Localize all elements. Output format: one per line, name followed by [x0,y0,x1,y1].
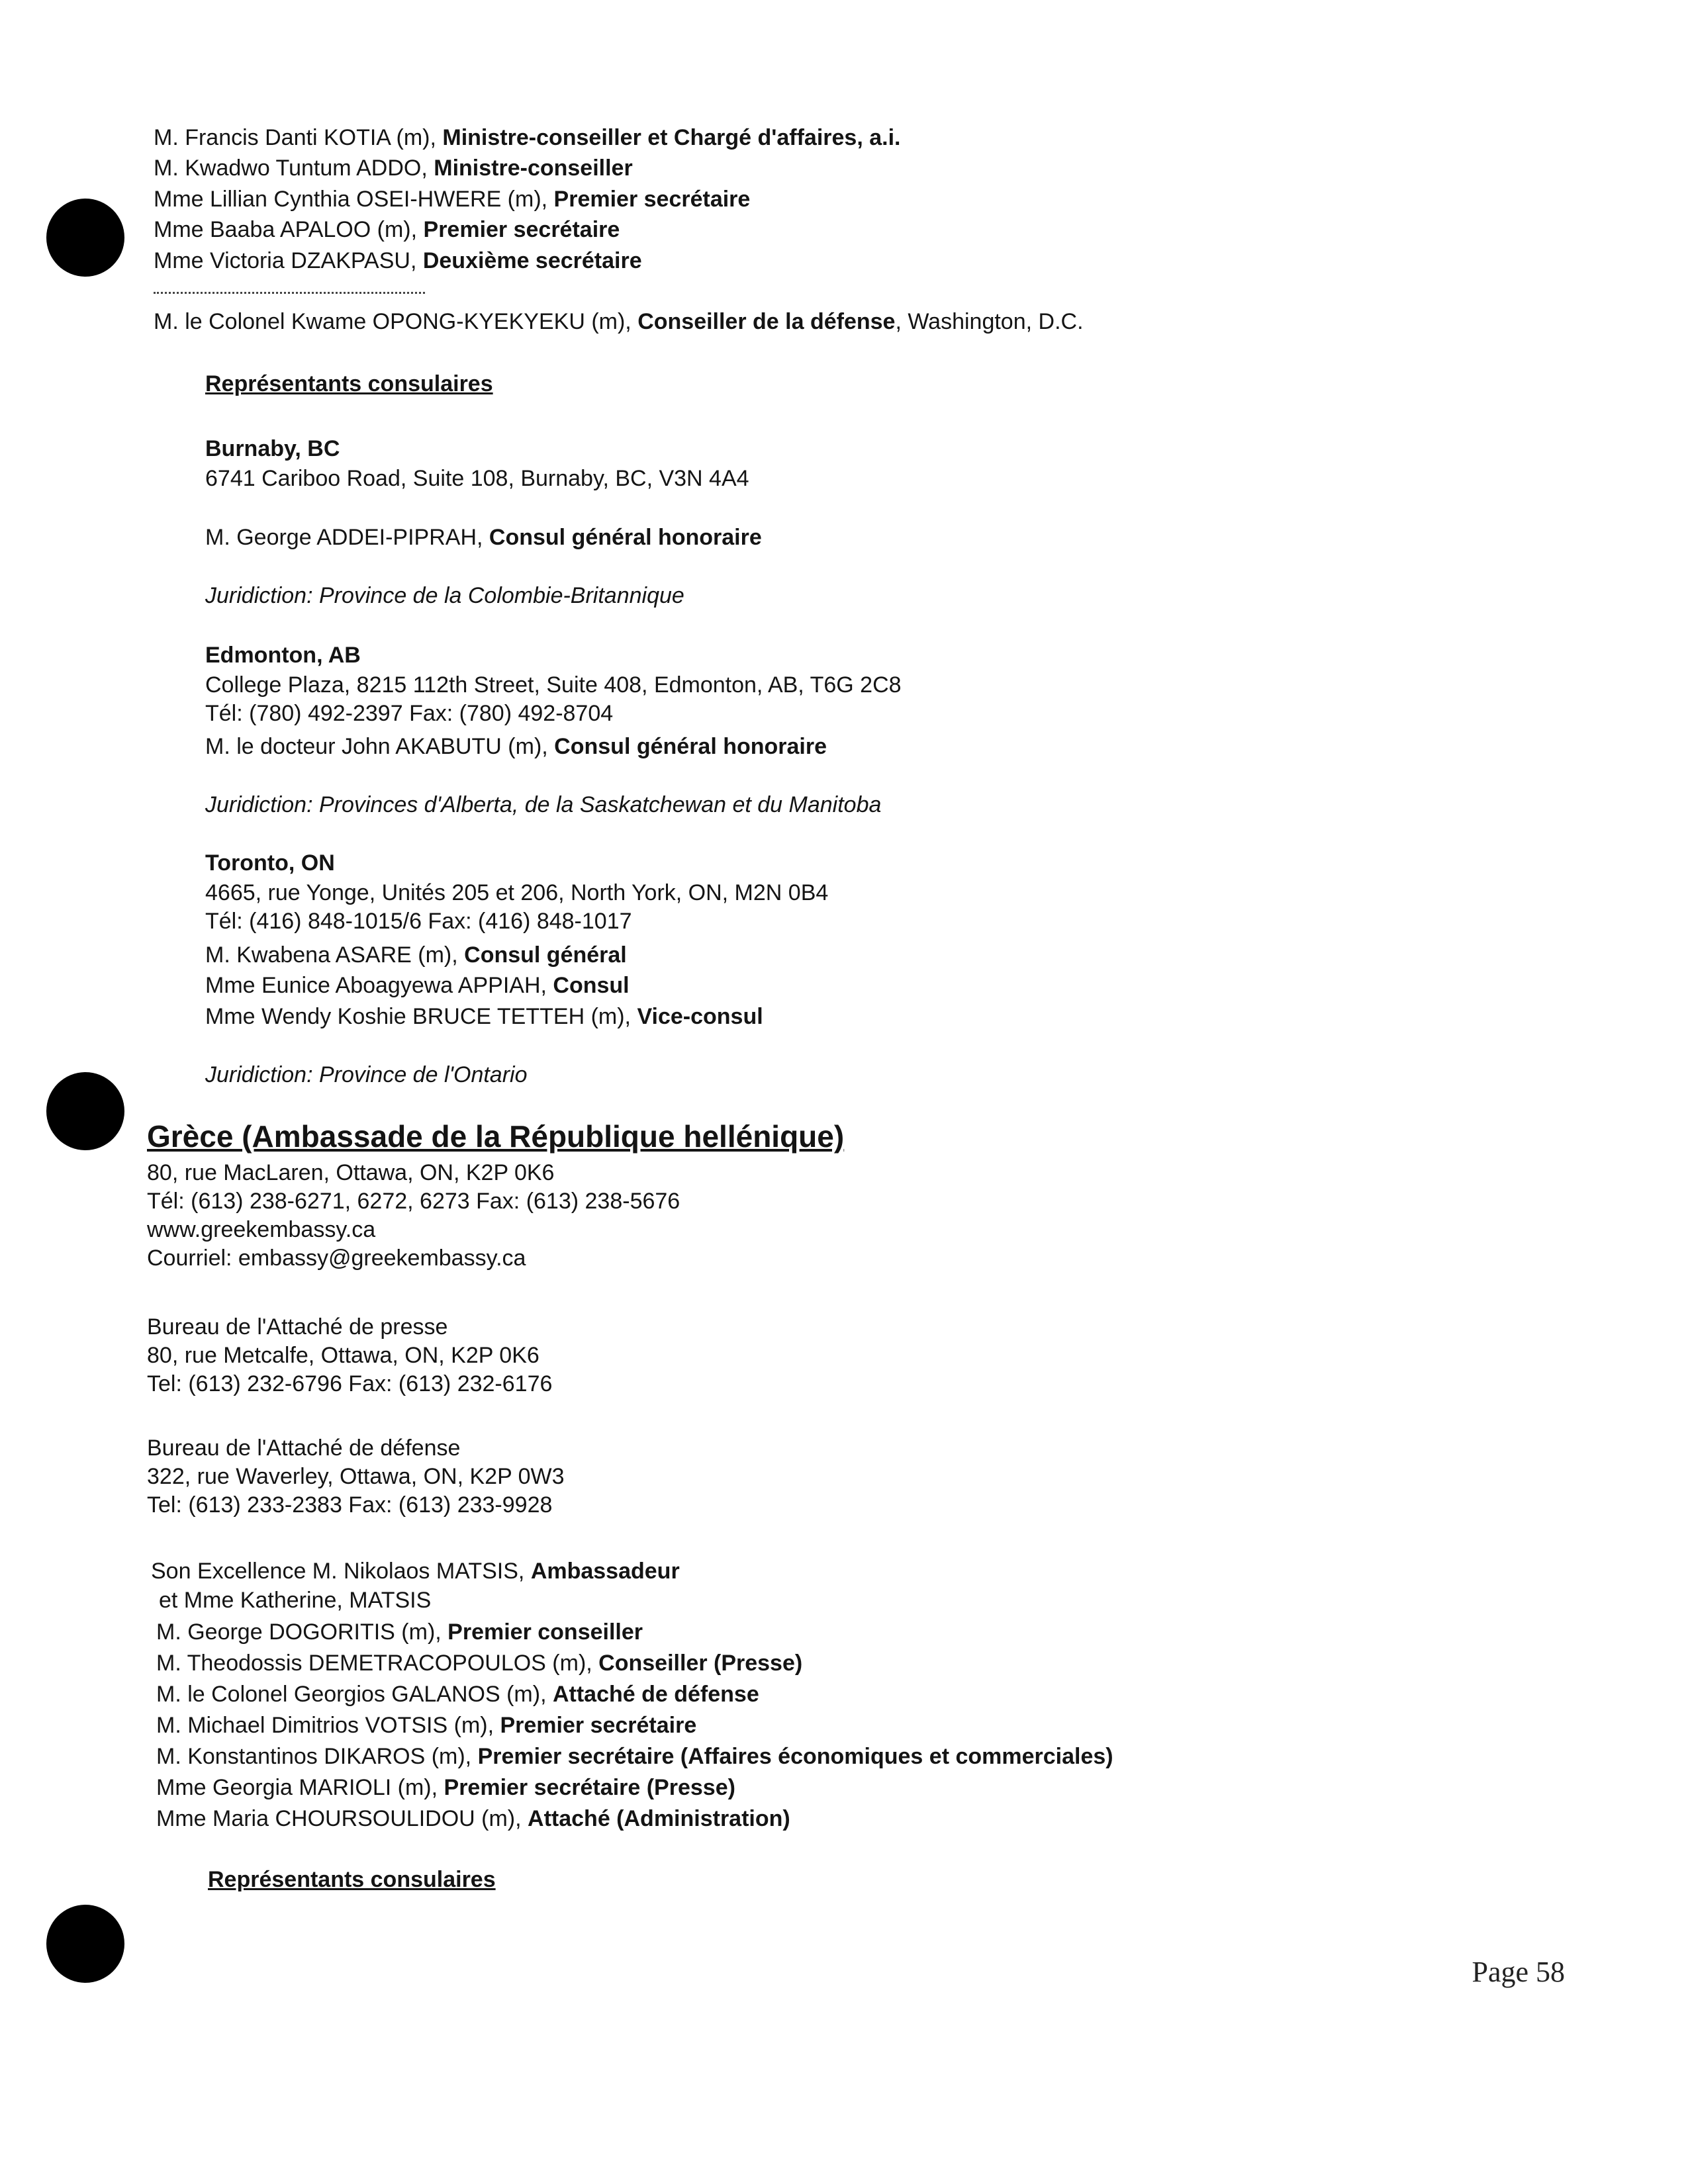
toronto-officer [205,1003,763,1030]
toronto-phone: Tél: (416) 848-1015/6 Fax: (416) 848-1017 [205,909,632,934]
staff-title: Attaché de défense [552,1682,759,1707]
officer-name: M. George ADDEI-PIPRAH, [205,525,489,550]
staff-title: Ministre-conseiller [434,156,633,181]
edmonton-officer [205,733,827,760]
greece-email: Courriel: embassy@greekembassy.ca [147,1246,526,1271]
officer-title: Vice-consul [637,1004,763,1029]
edmonton-phone: Tél: (780) 492-2397 Fax: (780) 492-8704 [205,701,614,726]
staff-title: Ministre-conseiller et Chargé d'affaires, a.i. [442,125,901,150]
officer-name: Mme Wendy Koshie BRUCE TETTEH (m), [205,1004,637,1029]
staff-title: Premier secrétaire [500,1713,697,1738]
defense-office-phone: Tel: (613) 233-2383 Fax: (613) 233-9928 [147,1492,553,1518]
press-office-name: Bureau de l'Attaché de presse [147,1314,448,1340]
greece-staff-line [156,1774,735,1801]
staff-line [154,155,633,182]
officer-name: Mme Eunice Aboagyewa APPIAH, [205,973,553,998]
burnaby-jurisdiction: Juridiction: Province de la Colombie-Britannique [205,583,684,608]
staff-name: M. Kwadwo Tuntum ADDO, [154,156,434,181]
punch-hole-middle [46,1072,124,1150]
staff-name: M. Francis Danti KOTIA (m), [154,125,443,150]
edmonton-address: College Plaza, 8215 112th Street, Suite 408, Edmonton, AB, T6G 2C8 [205,672,902,698]
staff-name: Mme Georgia MARIOLI (m), [156,1775,444,1800]
burnaby-officer [205,524,762,551]
defense-advisor-name: M. le Colonel Kwame OPONG-KYEKYEKU (m), [154,309,638,334]
staff-title: Conseiller (Presse) [598,1651,803,1676]
staff-line [154,248,642,275]
defense-advisor-title: Conseiller de la défense [637,309,896,334]
press-office-address: 80, rue Metcalfe, Ottawa, ON, K2P 0K6 [147,1343,539,1368]
punch-hole-bottom [46,1905,124,1983]
officer-title: Consul général honoraire [554,734,827,759]
staff-name: M. Theodossis DEMETRACOPOULOS (m), [156,1651,599,1676]
ambassador-spouse: et Mme Katherine, MATSIS [159,1588,432,1613]
greece-website-link[interactable]: www.greekembassy.ca [147,1217,376,1242]
greece-staff-line [156,1712,696,1739]
ambassador-line [151,1558,680,1585]
greece-address: 80, rue MacLaren, Ottawa, ON, K2P 0K6 [147,1160,555,1185]
greece-heading: Grèce (Ambassade de la République hellénique) [147,1119,845,1154]
staff-title: Premier conseiller [447,1619,643,1645]
greece-staff-line [156,1805,790,1833]
staff-title: Attaché (Administration) [528,1806,790,1831]
punch-hole-top [46,199,124,277]
greece-staff-line [156,1743,1113,1770]
ambassador-title: Ambassadeur [530,1559,680,1584]
greece-staff-line [156,1619,643,1646]
staff-title: Deuxième secrétaire [422,248,642,273]
staff-line [154,216,620,244]
officer-name: M. le docteur John AKABUTU (m), [205,734,555,759]
press-office-phone: Tel: (613) 232-6796 Fax: (613) 232-6176 [147,1371,553,1396]
defense-office-address: 322, rue Waverley, Ottawa, ON, K2P 0W3 [147,1464,565,1489]
defense-advisor-line [154,308,1084,336]
greece-staff-line [156,1681,759,1708]
consular-heading: Représentants consulaires [205,371,493,396]
burnaby-address: 6741 Cariboo Road, Suite 108, Burnaby, BC, V3N 4A4 [205,466,749,491]
edmonton-jurisdiction: Juridiction: Provinces d'Alberta, de la Saskatchewan et du Manitoba [205,792,882,817]
staff-title: Premier secrétaire [553,187,751,212]
staff-name: M. le Colonel Georgios GALANOS (m), [156,1682,553,1707]
officer-title: Consul général honoraire [489,525,762,550]
staff-name: Mme Maria CHOURSOULIDOU (m), [156,1806,528,1831]
staff-line [154,186,750,213]
staff-name: Mme Lillian Cynthia OSEI-HWERE (m), [154,187,554,212]
staff-name: M. Michael Dimitrios VOTSIS (m), [156,1713,500,1738]
toronto-address: 4665, rue Yonge, Unités 205 et 206, North York, ON, M2N 0B4 [205,880,829,905]
staff-title: Premier secrétaire (Presse) [444,1775,735,1800]
burnaby-city: Burnaby, BC [205,436,340,461]
staff-title: Premier secrétaire (Affaires économiques et commerciales) [477,1744,1113,1769]
officer-title: Consul [553,973,630,998]
defense-advisor-location: , Washington, D.C. [895,309,1084,334]
defense-office-name: Bureau de l'Attaché de défense [147,1435,461,1461]
dotted-separator [154,292,425,294]
toronto-officer [205,972,630,999]
staff-name: Mme Victoria DZAKPASU, [154,248,423,273]
toronto-jurisdiction: Juridiction: Province de l'Ontario [205,1062,528,1087]
toronto-officer [205,942,627,969]
page-number: Page 58 [1472,1956,1565,1988]
ambassador-name: Son Excellence M. Nikolaos MATSIS, [151,1559,531,1584]
toronto-city: Toronto, ON [205,850,335,876]
staff-title: Premier secrétaire [423,217,620,242]
staff-name: Mme Baaba APALOO (m), [154,217,424,242]
officer-title: Consul général [464,942,627,968]
staff-name: M. Konstantinos DIKAROS (m), [156,1744,478,1769]
staff-name: M. George DOGORITIS (m), [156,1619,448,1645]
greece-staff-line [156,1650,802,1677]
edmonton-city: Edmonton, AB [205,643,361,668]
staff-line [154,124,900,152]
greece-phone: Tél: (613) 238-6271, 6272, 6273 Fax: (613) 238-5676 [147,1189,680,1214]
officer-name: M. Kwabena ASARE (m), [205,942,465,968]
greece-consular-heading: Représentants consulaires [208,1867,496,1892]
